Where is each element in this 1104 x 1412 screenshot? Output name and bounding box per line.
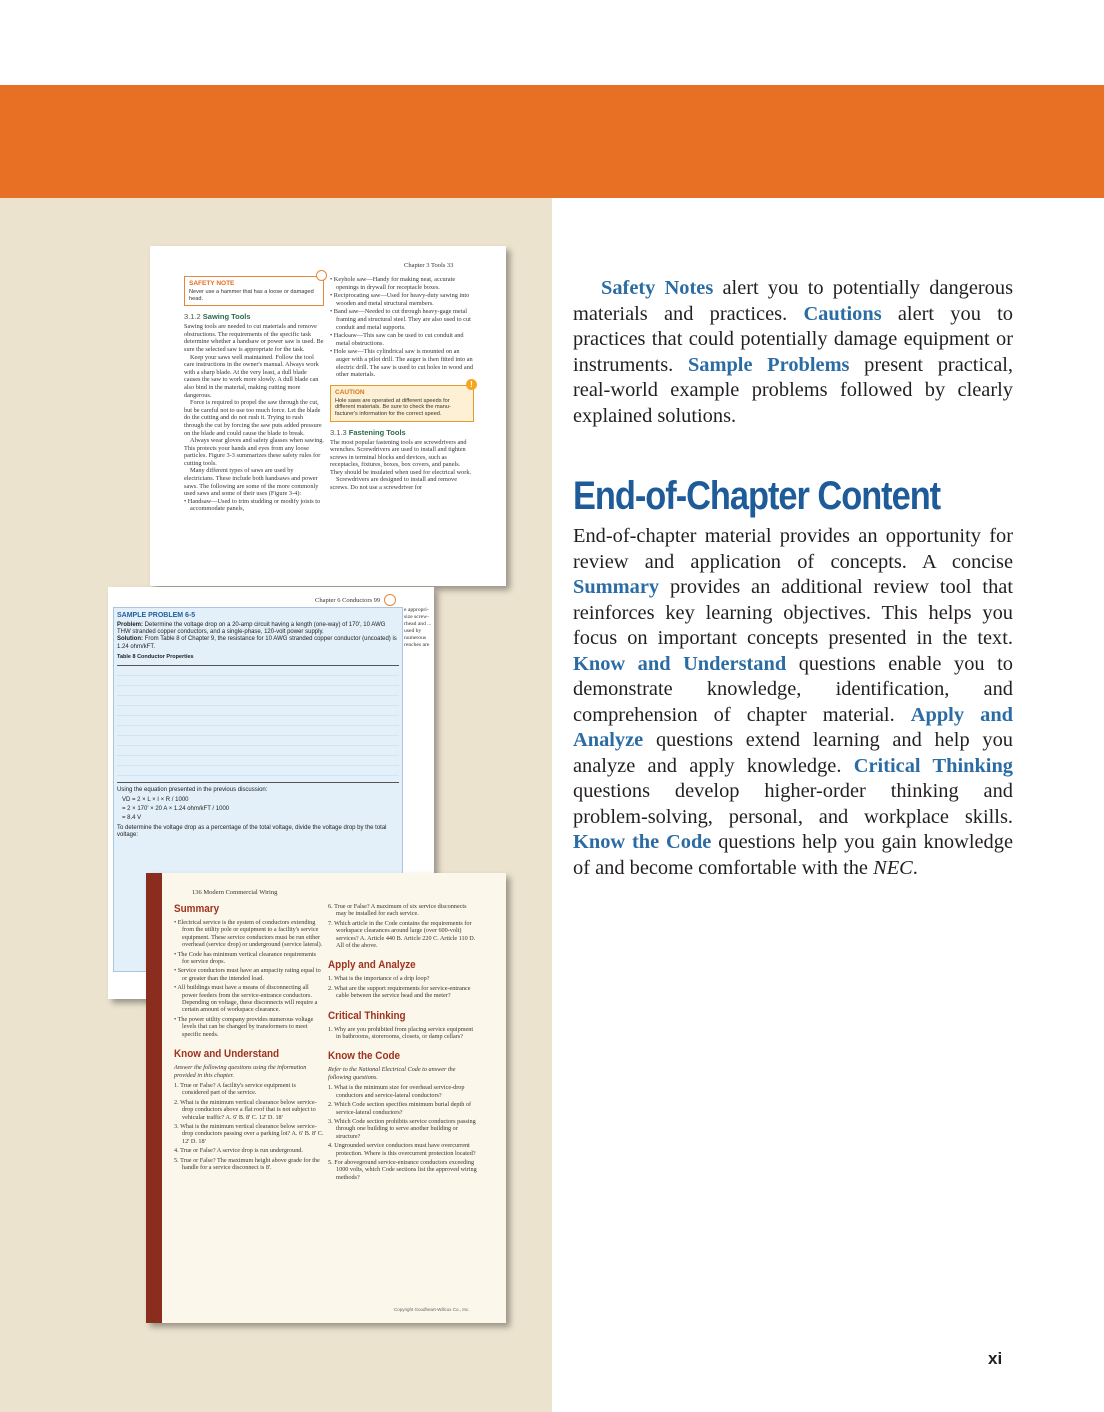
list-item: • Hole saw—This cylindrical saw is mounted on an auger with a pilot drill. The auger is then fitted into an electric drill. The saw is used to cut holes in wood and other materials. <box>330 348 473 379</box>
problem-statement: Problem: Determine the voltage drop on a 20-amp circuit having a length (one-way) of 170', 10 AWG THW stranded copper conductors, and a single-phase, 120-volt power supply. <box>117 622 386 636</box>
sample-problem-icon <box>384 594 396 606</box>
question-item: 1. Why are you prohibited from placing service equipment in bathrooms, storerooms, closets, or damp cellars? <box>328 1025 474 1041</box>
question-item: 3. Which Code section prohibits service conductors passing through one building to serve another building or structure? <box>328 1117 476 1140</box>
section-instructions: Refer to the National Electrical Code to answer the following questions. <box>328 1066 456 1081</box>
copyright-line: Copyright Goodheart-Willcox Co., Inc. <box>394 1307 470 1312</box>
running-head: Chapter 6 Conductors 99 <box>315 597 381 604</box>
list-item: • Handsaw—Used to trim studding or modify joists to accommodate panels, <box>184 497 321 513</box>
critical-thinking-heading: Critical Thinking <box>328 1009 406 1022</box>
question-item: 1. True or False? A facility's service equipment is considered part of the service. <box>174 1081 296 1097</box>
end-of-chapter-heading: End-of-Chapter Content <box>573 474 941 518</box>
safety-note-text: Never use a hammer that has a loose or damaged head. <box>189 289 314 302</box>
keyword-know-the-code: Know the Code <box>573 831 712 853</box>
running-head: Chapter 3 Tools 33 <box>404 262 454 269</box>
section-heading-sawing: 3.1.2 Sawing Tools <box>184 312 251 322</box>
sample-page-end-of-chapter <box>146 873 506 1323</box>
apply-and-analyze-heading: Apply and Analyze <box>328 959 416 972</box>
question-item: 6. True or False? A maximum of six service disconnects may be installed for each service. <box>328 903 467 918</box>
question-item: 5. For aboveground service-entrance conductors exceeding 1000 volts, which Code sections list the approved wiring methods? <box>328 1158 477 1181</box>
question-item: 7. Which article in the Code contains the requirements for workspace clearances around large (over 600-volt) services? A. Article 440 B. Article 220 C. Article 110 D. All of the above. <box>328 919 476 950</box>
list-item: • Keyhole saw—Handy for making neat, accurate openings in drywall for receptacle boxes. <box>330 276 456 291</box>
know-and-understand-heading: Know and Understand <box>174 1048 280 1061</box>
keyword-cautions: Cautions <box>803 302 882 325</box>
keyword-critical-thinking: Critical Thinking <box>853 754 1013 777</box>
running-head: 136 Modern Commercial Wiring <box>192 889 278 896</box>
list-item: • Hacksaw—This saw can be used to cut conduit and metal obstructions. <box>330 332 464 347</box>
summary-heading: Summary <box>174 903 220 915</box>
equation-line: VD = 2 × L × I × R / 1000 <box>122 797 189 804</box>
summary-item: • The power utility company provides numerous voltage levels that can be changed by transformers to meet specific needs. <box>174 1015 314 1038</box>
question-item: 1. What is the importance of a drip loop? <box>328 975 430 983</box>
question-item: 2. Which Code section specifies minimum burial depth of service-lateral conductors? <box>328 1101 472 1116</box>
keyword-know-and-understand: Know and Understand <box>573 652 787 675</box>
question-item: 2. What is the minimum vertical clearance below service-drop conductors above a flat roof that is not subject to vehicular traffic? A. 6' B. 8' C. 12' D. 18' <box>174 1098 317 1121</box>
solution-statement: Solution: From Table 8 of Chapter 9, the resistance for 10 AWG stranded copper conductor (uncoated) is 1.24 ohm/kFT. <box>117 636 397 650</box>
sample-problem-title: SAMPLE PROBLEM 6-5 <box>117 612 196 619</box>
keyword-safety-notes: Safety Notes <box>601 277 714 299</box>
caution-text: Hole saws are operated at different speeds for different materials. Be sure to check the manufacturer's information for the correct speed. <box>335 397 451 417</box>
question-item: 4. True or False? A service drop is run underground. <box>174 1147 303 1155</box>
summary-item: • All buildings must have a means of disconnecting all power feeders from the service-entrance conductors. Depending on voltage, these disconnects will require a certain amount of workspace clearance. <box>174 984 318 1014</box>
end-of-chapter-paragraph: End-of-chapter material provides an opportunity for review and application of concepts. A concise Summary provides an additional review tool that reinforces key learning objectives. This helps you focus on important concepts presented in the text. Know and Understand questions enable you to demonstrate knowledge, identification, and comprehension of chapter material. Apply and Analyze questions extend learning and help you analyze and apply knowledge. Critical Thinking questions develop higher-order thinking and problem-solving, personal, and workplace skills. Know the Code questions help you gain knowledge of and become comfortable with the NEC. <box>573 525 1014 879</box>
summary-item: • The Code has minimum vertical clearance requirements for service drops. <box>174 950 317 966</box>
safety-note-box <box>184 276 324 306</box>
paragraph: The most popular fastening tools are screwdrivers and wrenches. Screwdrivers are used to install and tighten screws in terminal blocks and devices, such as receptacles, fixtures, boxes, box covers, and panels. They should be insulated when used for electrical work. <box>330 438 472 476</box>
question-item: 1. What is the minimum size for overhead service-drop conductors and service-lateral conductors? <box>328 1084 465 1099</box>
nec-abbreviation: NEC <box>873 856 913 879</box>
question-item: 5. True or False? The maximum height above grade for the handle for a service disconnect is 8'. <box>174 1156 320 1171</box>
question-item: 3. What is the minimum vertical clearance below service-drop conductors passing over a parking lot? A. 6' B. 8' C. 12' D. 18' <box>174 1122 324 1145</box>
features-intro-paragraph: Safety Notes alert you to potentially dangerous materials and practices. Cautions alert you to practices that could potentially damage equipment or instruments. Sample Problems present practical, real-world example problems followed by clearly explained solutions. <box>573 277 1014 427</box>
section-heading-fastening: 3.1.3 Fastening Tools <box>330 427 406 437</box>
equation-line: = 2 × 170' × 20 A × 1.24 ohm/kFT / 1000 <box>122 806 230 813</box>
exclamation-icon: ! <box>466 379 477 390</box>
right-column <box>330 276 474 492</box>
list-item: • Reciprocating saw—Used for heavy-duty sawing into wooden and metal structural members. <box>330 292 470 307</box>
paragraph: Always wear gloves and safety glasses when sawing. This protects your hands and eyes from any loose particles. Figure 3-3 summarizes these safety rules for cutting tools. <box>184 437 324 467</box>
keyword-summary: Summary <box>573 576 660 598</box>
equation-intro: Using the equation presented in the previous discussion: <box>117 787 268 794</box>
orange-header-band <box>0 85 1104 198</box>
summary-item: • Service conductors must have an ampacity rating equal to or greater than the intended load. <box>174 967 321 982</box>
paragraph: Keep your saws well maintained. Follow the tool care instructions in the owner's manual. Always work with a sharp blade. At the very least, a dull blade causes the saw to work more slowly. A dull blade can also bind in the material, making cutting more dangerous. <box>184 353 319 399</box>
table-title: Table 8 Conductor Properties <box>117 653 194 660</box>
paragraph: Sawing tools are needed to cut materials and remove obstructions. The requirements of the specific task determine whether a handsaw or power saw is used. Be sure the selected saw is appropriate for the task. <box>184 323 324 353</box>
keyword-sample-problems: Sample Problems <box>687 353 850 376</box>
sample-page-tools <box>150 246 506 586</box>
paragraph: Force is required to propel the saw through the cut, but be careful not to use too much force. Let the blade do the cutting and do not rush it. Trying to rush through the cut by forcing the saw puts added pressure on the blade and could cause the blade to break. <box>184 399 322 437</box>
left-column <box>174 903 324 1173</box>
right-column <box>328 903 478 1183</box>
conductor-properties-table <box>117 665 399 783</box>
overflow-text: e appropri size screw rhead and ... used by numerous renches are <box>404 607 432 648</box>
percentage-text: To determine the voltage drop as a percentage of the total voltage, divide the voltage drop by the total voltage: <box>117 825 387 839</box>
paragraph: Many different types of saws are used by electricians. These include both handsaws and power saws. The following are some of the more commonly used saws and some of their uses (Figure 3-4): <box>184 467 319 498</box>
paragraph: Screwdrivers are designed to install and remove screws. Do not use a screwdriver for <box>330 476 457 492</box>
safety-badge-icon <box>316 270 327 281</box>
left-column <box>184 276 324 514</box>
caution-box <box>330 379 474 422</box>
page-number: xi <box>988 1349 1003 1368</box>
list-item: • Band saw—Needed to cut through heavy-gage metal framing and structural steel. They are also used to cut conduit and metal supports. <box>330 308 471 331</box>
summary-item: • Electrical service is the system of conductors extending from the utility pole or equipment to a facility's service equipment. These service conductors must be run either overhead (service drop) or underground (service lateral). <box>174 919 323 949</box>
caution-title: CAUTION <box>335 388 365 396</box>
know-the-code-heading: Know the Code <box>328 1050 401 1063</box>
page-border <box>146 873 162 1323</box>
safety-note-title: SAFETY NOTE <box>189 280 235 287</box>
keyword-apply-and-analyze: Apply and Analyze <box>573 703 1014 751</box>
section-instructions: Answer the following questions using the information provided in this chapter. <box>174 1064 307 1079</box>
equation-line: = 8.4 V <box>122 815 142 822</box>
question-item: 2. What are the support requirements for service-entrance cable between the service head and the meter? <box>328 984 471 1000</box>
page-body <box>162 873 506 1323</box>
question-item: 4. Ungrounded service conductors must have overcurrent protection. Where is this overcurrent protection located? <box>328 1142 476 1157</box>
